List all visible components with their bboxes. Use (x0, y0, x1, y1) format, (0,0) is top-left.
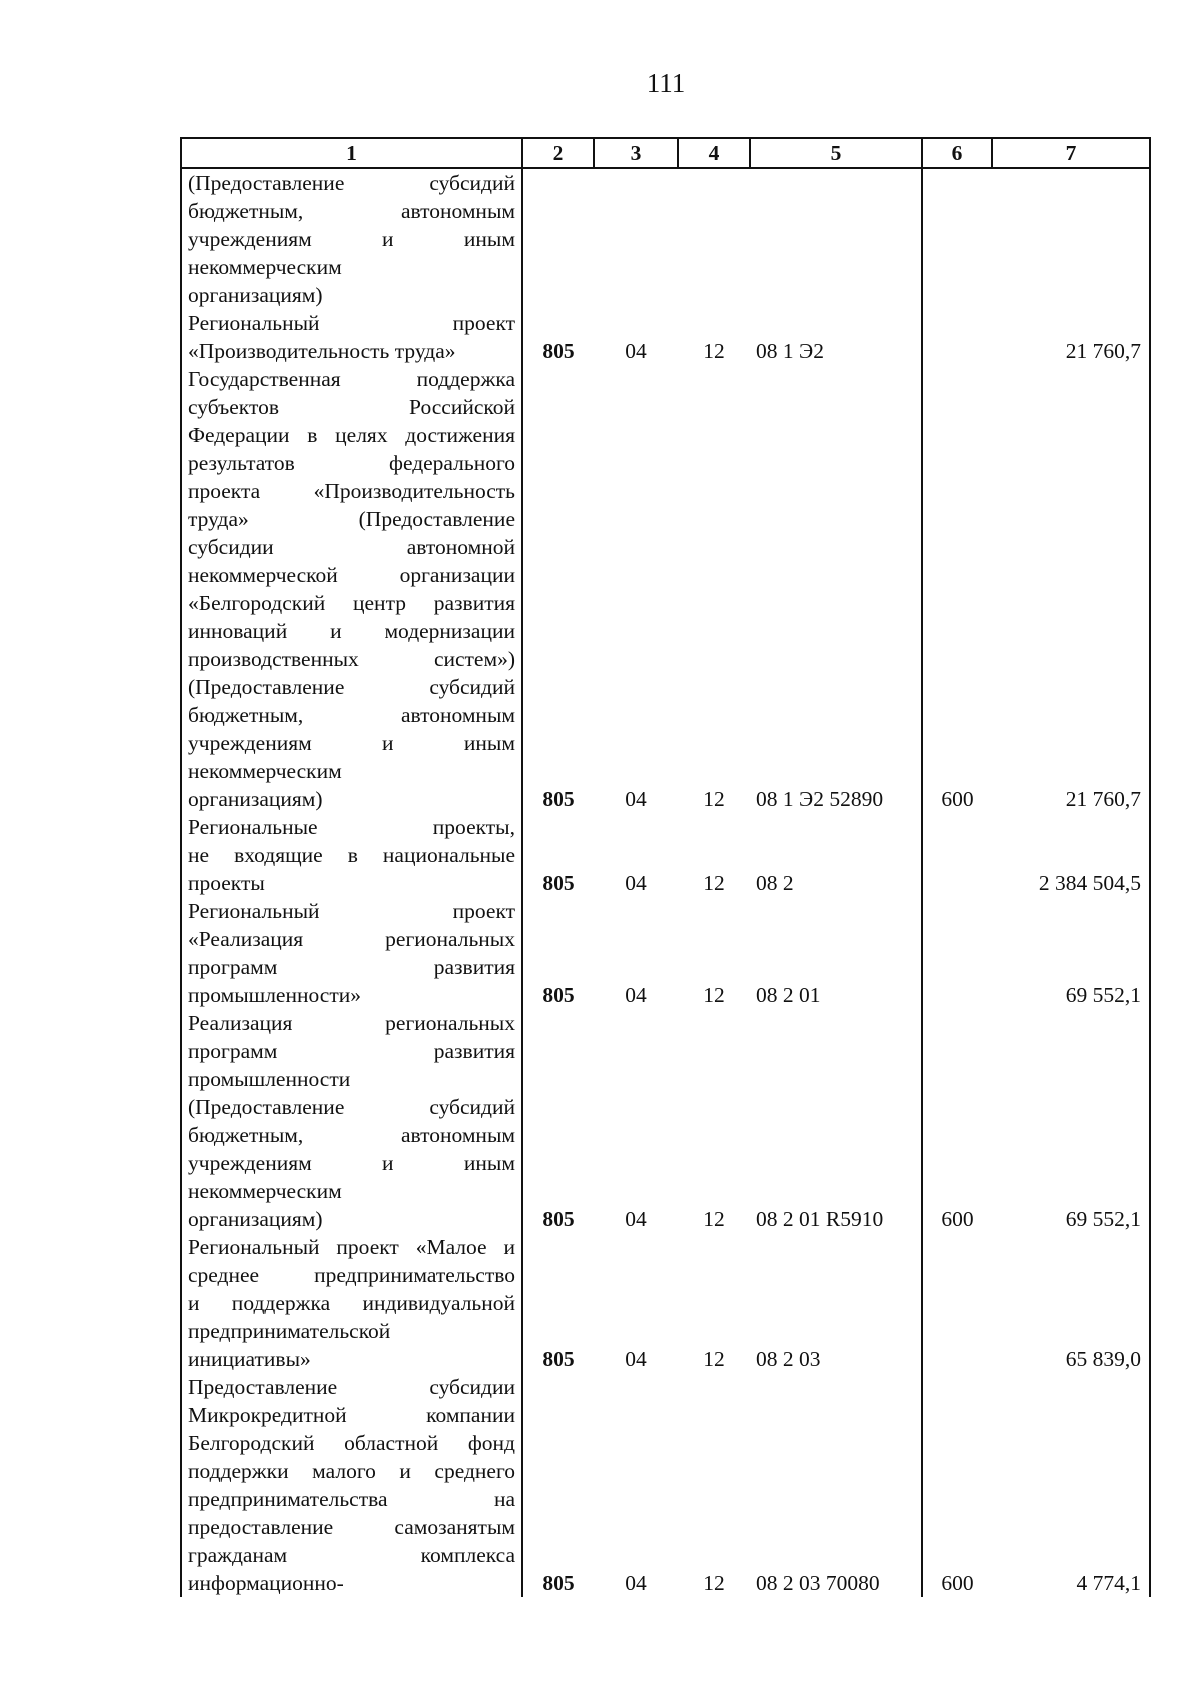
name-line: субсидии автономной (188, 535, 515, 559)
table-row (181, 897, 1150, 1009)
cell-section: 04 (625, 1571, 647, 1595)
name-line: учреждениям и иным (188, 227, 515, 251)
name-line: бюджетным, автономным (188, 1123, 515, 1147)
name-line: предоставление самозанятым (188, 1515, 515, 1539)
header-col-1: 1 (181, 138, 522, 168)
cell-name (181, 168, 522, 309)
name-line: проекта «Производительность (188, 479, 515, 503)
cell-section: 04 (625, 339, 647, 363)
name-line: бюджетным, автономным (188, 703, 515, 727)
cell-expense-type (922, 309, 992, 365)
name-line: некоммерческим (188, 1179, 342, 1203)
name-line: учреждениям и иным (188, 731, 515, 755)
cell-subsection: 12 (703, 787, 725, 811)
cell-target-article: 08 2 01 (750, 897, 922, 1009)
cell-subsection: 12 (703, 339, 725, 363)
name-line: Белгородский областной фонд (188, 1431, 515, 1455)
name-line: (Предоставление субсидий (188, 171, 515, 195)
name-line: Реализация региональных (188, 1011, 515, 1035)
header-row (181, 138, 1150, 168)
cell-amount: 69 552,1 (992, 897, 1150, 1009)
cell-section: 04 (625, 1347, 647, 1371)
name-line: Региональные проекты, (188, 815, 515, 839)
cell-name (181, 1009, 522, 1233)
name-line: (Предоставление субсидий (188, 675, 515, 699)
name-line: промышленности» (188, 983, 361, 1007)
cell-amount: 69 552,1 (992, 1009, 1150, 1233)
cell-target-article: 08 2 (750, 813, 922, 897)
name-line: производственных систем») (188, 647, 515, 671)
cell-subsection: 12 (703, 871, 725, 895)
cell-target-article: 08 2 01 R5910 (750, 1009, 922, 1233)
cell-grbs: 805 (522, 365, 594, 813)
cell-grbs (522, 168, 594, 309)
name-line: Региональный проект (188, 899, 515, 923)
cell-amount (992, 168, 1150, 309)
table-body (181, 168, 1150, 1597)
name-line: «Производительность труда» (188, 339, 456, 363)
name-line: некоммерческой организации (188, 563, 515, 587)
table-row (181, 813, 1150, 897)
cell-expense-type (922, 897, 992, 1009)
name-line: проекты (188, 871, 265, 895)
cell-subsection: 12 (703, 1571, 725, 1595)
name-line: некоммерческим (188, 255, 342, 279)
cell-name (181, 813, 522, 897)
cell-section (594, 168, 678, 309)
table-row (181, 365, 1150, 813)
name-line: Предоставление субсидии (188, 1375, 515, 1399)
cell-target-article: 08 1 Э2 (750, 309, 922, 365)
header-col-6: 6 (922, 138, 992, 168)
cell-name (181, 309, 522, 365)
name-line: гражданам комплекса (188, 1543, 515, 1567)
name-line: инноваций и модернизации (188, 619, 515, 643)
cell-amount: 21 760,7 (992, 309, 1150, 365)
name-line: Федерации в целях достижения (188, 423, 515, 447)
cell-amount: 65 839,0 (992, 1233, 1150, 1373)
name-line: Региональный проект «Малое и (188, 1235, 515, 1259)
cell-target-article: 08 2 03 (750, 1233, 922, 1373)
cell-subsection: 12 (703, 983, 725, 1007)
cell-target-article: 08 1 Э2 52890 (750, 365, 922, 813)
cell-expense-type: 600 (922, 1373, 992, 1597)
name-line: Государственная поддержка (188, 367, 515, 391)
name-line: промышленности (188, 1067, 351, 1091)
table-row (181, 1373, 1150, 1597)
table-row (181, 1009, 1150, 1233)
name-line: программ развития (188, 955, 515, 979)
name-line: «Реализация региональных (188, 927, 515, 951)
cell-section: 04 (625, 787, 647, 811)
header-col-4: 4 (678, 138, 750, 168)
cell-section: 04 (625, 983, 647, 1007)
cell-grbs: 805 (522, 897, 594, 1009)
cell-name (181, 365, 522, 813)
cell-amount: 2 384 504,5 (992, 813, 1150, 897)
name-line: информационно- (188, 1571, 344, 1595)
name-line: учреждениям и иным (188, 1151, 515, 1175)
name-line: результатов федерального (188, 451, 515, 475)
cell-name (181, 1233, 522, 1373)
cell-amount: 21 760,7 (992, 365, 1150, 813)
name-line: (Предоставление субсидий (188, 1095, 515, 1119)
name-line: «Белгородский центр развития (188, 591, 515, 615)
cell-expense-type (922, 168, 992, 309)
cell-grbs: 805 (522, 309, 594, 365)
name-line: программ развития (188, 1039, 515, 1063)
cell-subsection: 12 (703, 1207, 725, 1231)
name-line: субъектов Российской (188, 395, 515, 419)
cell-section: 04 (625, 871, 647, 895)
name-line: Микрокредитной компании (188, 1403, 515, 1427)
name-line: предпринимательской (188, 1319, 391, 1343)
name-line: Региональный проект (188, 311, 515, 335)
name-line: поддержки малого и среднего (188, 1459, 515, 1483)
name-line: не входящие в национальные (188, 843, 515, 867)
name-line: некоммерческим (188, 759, 342, 783)
name-line: предпринимательства на (188, 1487, 515, 1511)
cell-name (181, 897, 522, 1009)
page-number: 111 (646, 68, 686, 98)
cell-amount: 4 774,1 (992, 1373, 1150, 1597)
name-line: и поддержка индивидуальной (188, 1291, 515, 1315)
cell-target-article: 08 2 03 70080 (750, 1373, 922, 1597)
cell-expense-type (922, 1233, 992, 1373)
cell-expense-type (922, 813, 992, 897)
cell-section: 04 (625, 1207, 647, 1231)
cell-subsection (678, 168, 750, 309)
name-line: труда» (Предоставление (188, 507, 515, 531)
cell-grbs: 805 (522, 1373, 594, 1597)
name-line: организациям) (188, 283, 323, 307)
cell-name (181, 1373, 522, 1597)
name-line: организациям) (188, 787, 323, 811)
name-line: организациям) (188, 1207, 323, 1231)
cell-grbs: 805 (522, 1009, 594, 1233)
table-row (181, 1233, 1150, 1373)
name-line: инициативы» (188, 1347, 311, 1371)
header-col-5: 5 (750, 138, 922, 168)
name-line: среднее предпринимательство (188, 1263, 515, 1287)
cell-expense-type: 600 (922, 365, 992, 813)
cell-subsection: 12 (703, 1347, 725, 1371)
cell-grbs: 805 (522, 1233, 594, 1373)
cell-target-article (750, 168, 922, 309)
cell-grbs: 805 (522, 813, 594, 897)
table-row (181, 309, 1150, 365)
cell-expense-type: 600 (922, 1009, 992, 1233)
header-col-3: 3 (594, 138, 678, 168)
header-col-2: 2 (522, 138, 594, 168)
name-line: бюджетным, автономным (188, 199, 515, 223)
header-col-7: 7 (992, 138, 1150, 168)
table-row (181, 168, 1150, 309)
budget-table (180, 137, 1151, 1597)
